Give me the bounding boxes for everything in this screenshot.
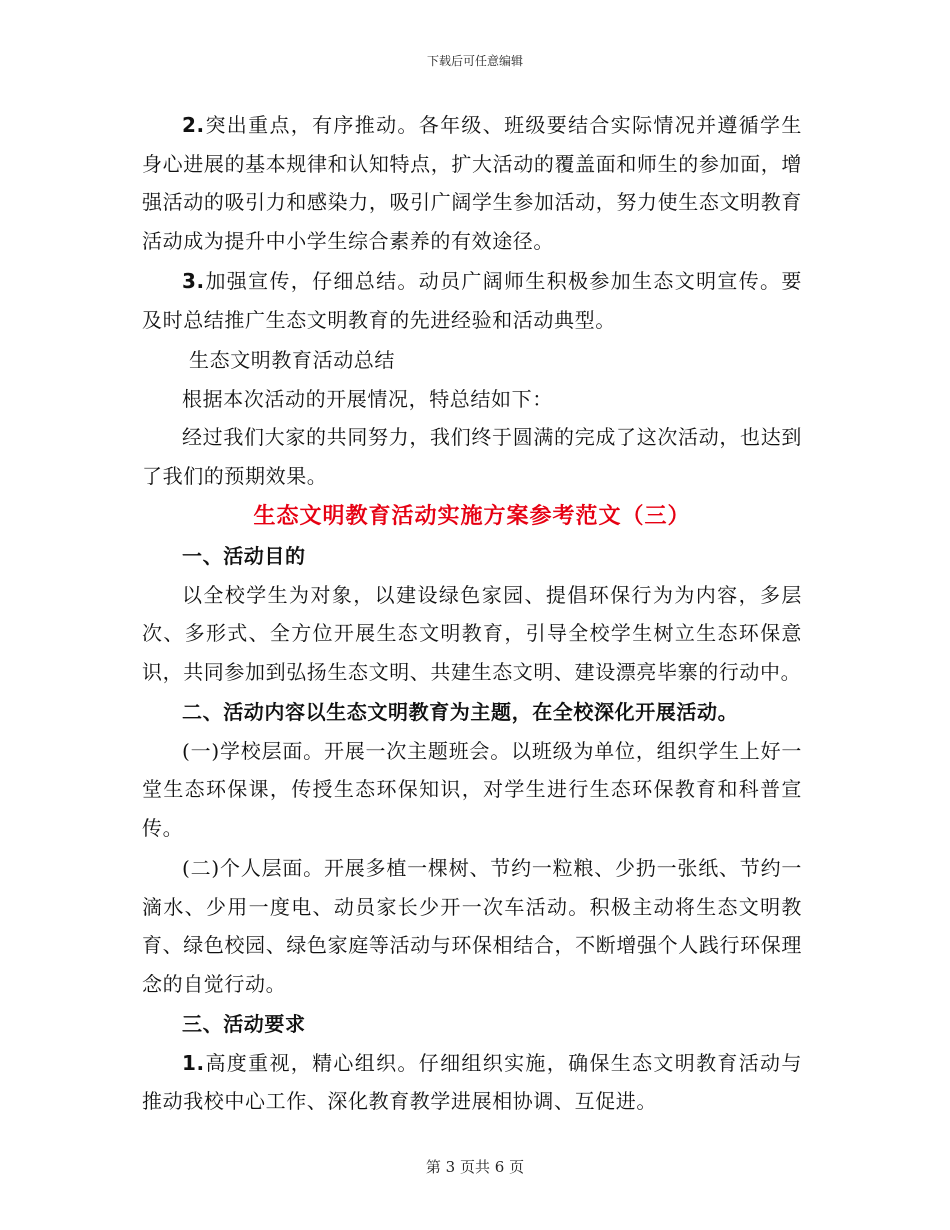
paragraph-item-2	[142, 106, 802, 260]
page-header: 下载后可任意编辑	[426, 54, 523, 68]
objective-paragraph: 以全校学生为对象，以建设绿色家园、提倡环保行为为内容，多层次、多形式、全方位开展生态文明教育，引导全校学生树立生态环保意识，共同参加到弘扬生态文明、共建生态文明、建设漂亮毕寨的行动中。	[142, 582, 802, 684]
heading-requirements: 三、活动要求	[182, 1012, 306, 1036]
heading-objective: 一、活动目的	[182, 544, 306, 568]
content-item-personal: (二)个人层面。开展多植一棵树、节约一粒粮、少扔一张纸、节约一滴水、少用一度电、动员家长少开一次车活动。积极主动将生态文明教育、绿色校园、绿色家庭等活动与环保相结合，不断增强个人践行环保理念的自觉行动。	[142, 856, 802, 996]
section-title: 生态文明教育活动实施方案参考范文（三）	[253, 503, 691, 529]
paragraph-text: 加强宣传，仔细总结。动员广阔师生积极参加生态文明宣传。要及时总结推广生态文明教育的先进经验和活动典型。	[142, 269, 802, 332]
document-body	[142, 106, 802, 1121]
summary-body: 经过我们大家的共同努力，我们终于圆满的完成了这次活动，也达到了我们的预期效果。	[142, 425, 802, 488]
requirement-item-1	[142, 1044, 802, 1121]
item-number: 1.	[182, 1050, 205, 1075]
page-footer: 第 3 页共 6 页	[425, 1158, 525, 1176]
summary-title: 生态文明教育活动总结	[189, 348, 395, 372]
item-number: 2.	[182, 113, 205, 137]
heading-content: 二、活动内容以生态文明教育为主题，在全校深化开展活动。	[182, 700, 739, 724]
paragraph-text: 突出重点，有序推动。各年级、班级要结合实际情况并遵循学生身心进展的基本规律和认知特点，扩大活动的覆盖面和师生的参加面，增强活动的吸引力和感染力，吸引广阔学生参加活动，努力使生态文明教育活动成为提升中小学生综合素养的有效途径。	[142, 113, 802, 253]
item-number: 3.	[182, 269, 205, 293]
paragraph-text: 高度重视，精心组织。仔细组织实施，确保生态文明教育活动与推动我校中心工作、深化教育教学进展相协调、互促进。	[142, 1050, 802, 1113]
summary-intro: 根据本次活动的开展情况，特总结如下：	[182, 386, 553, 411]
paragraph-item-3	[142, 262, 802, 339]
content-item-school: (一)学校层面。开展一次主题班会。以班级为单位，组织学生上好一堂生态环保课，传授生态环保知识，对学生进行生态环保教育和科普宣传。	[142, 738, 802, 840]
